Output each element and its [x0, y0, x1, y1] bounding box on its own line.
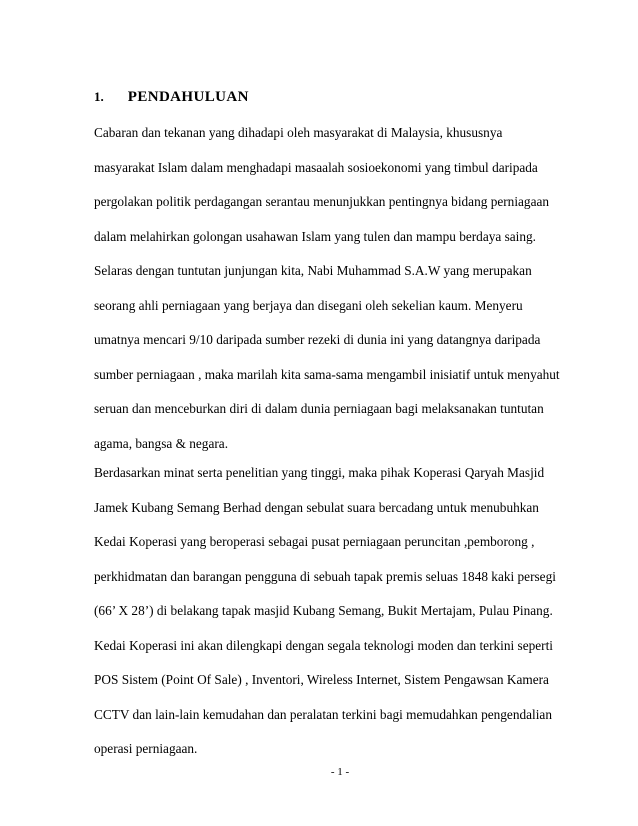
paragraph-line: pergolakan politik perdagangan serantau menunjukkan pentingnya bidang perniagaan: [94, 194, 550, 209]
paragraph-line: Jamek Kubang Semang Berhad dengan sebulat suara bercadang untuk menubuhkan: [94, 499, 539, 515]
paragraph-line: masyarakat Islam dalam menghadapi masaalah sosioekonomi yang timbul daripada: [94, 159, 538, 175]
paragraph-line: Kedai Koperasi ini akan dilengkapi dengan segala teknologi moden dan terkini seperti: [94, 637, 553, 653]
paragraph-line: Cabaran dan tekanan yang dihadapi oleh masyarakat di Malaysia, khususnya: [94, 125, 503, 140]
paragraph-line: operasi perniagaan.: [94, 741, 198, 756]
paragraph-line: Berdasarkan minat serta penelitian yang tinggi, maka pihak Koperasi Qaryah Masjid: [94, 465, 545, 480]
paragraph-line: agama, bangsa & negara.: [94, 435, 229, 451]
paragraph-line: POS Sistem (Point Of Sale) , Inventori, Wireless Internet, Sistem Pengawsan Kamera: [94, 672, 549, 687]
paragraph-line: (66’ X 28’) di belakang tapak masjid Kubang Semang, Bukit Mertajam, Pulau Pinang.: [94, 603, 553, 618]
paragraph-line: perkhidmatan dan barangan pengguna di sebuah tapak premis seluas 1848 kaki persegi: [94, 568, 556, 584]
paragraph-line: dalam melahirkan golongan usahawan Islam yang tulen dan mampu berdaya saing.: [94, 228, 536, 244]
paragraph-line: seorang ahli perniagaan yang berjaya dan disegani oleh sekelian kaum. Menyeru: [94, 297, 523, 313]
paragraph-cooperative-shop: [94, 463, 594, 774]
section-number: 1.: [94, 89, 104, 104]
paragraph-line: umatnya mencari 9/10 daripada sumber rezeki di dunia ini yang datangnya daripada: [94, 332, 541, 347]
paragraph-line: sumber perniagaan , maka marilah kita sama-sama mengambil inisiatif untuk menyahut: [94, 366, 560, 382]
paragraph-line: Kedai Koperasi yang beroperasi sebagai pusat perniagaan peruncitan ,pemborong ,: [94, 534, 535, 549]
page-number: - 1 -: [330, 766, 350, 778]
paragraph-introduction: [94, 123, 594, 468]
paragraph-line: Selaras dengan tuntutan junjungan kita, Nabi Muhammad S.A.W yang merupakan: [94, 263, 532, 278]
paragraph-line: CCTV dan lain-lain kemudahan dan peralatan terkini bagi memudahkan pengendalian: [94, 706, 552, 722]
section-title: PENDAHULUAN: [127, 89, 249, 105]
paragraph-line: seruan dan menceburkan diri di dalam dunia perniagaan bagi melaksanakan tuntutan: [94, 401, 544, 416]
section-heading: [94, 89, 249, 106]
